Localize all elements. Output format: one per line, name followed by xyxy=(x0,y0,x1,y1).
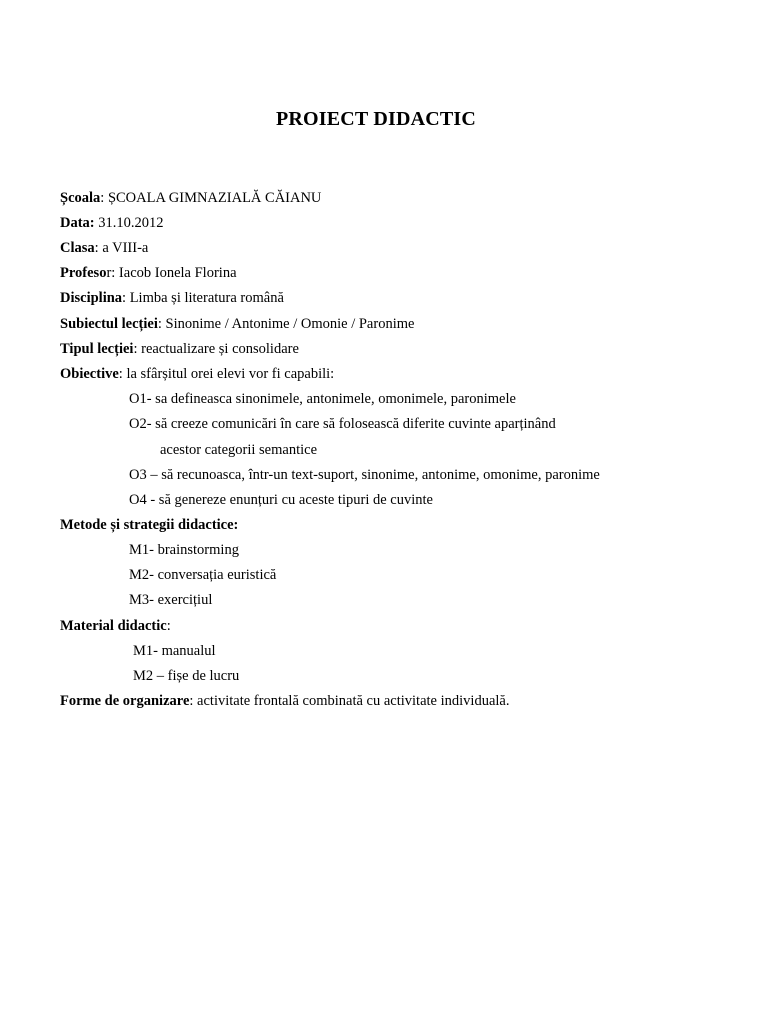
metode-item: M3- exercițiul xyxy=(129,592,213,608)
objective-item: O4 - să genereze enunțuri cu aceste tipuri de cuvinte xyxy=(129,492,433,508)
field-clasa xyxy=(60,239,148,257)
objective-item: O3 – să recunoasca, într-un text-suport, sinonime, antonime, omonime, paronime xyxy=(129,467,600,483)
field-data xyxy=(60,214,164,232)
field-value: ȘCOALA GIMNAZIALĂ CĂIANU xyxy=(107,190,322,206)
objective-item: O2- să creeze comunicări în care să folosească diferite cuvinte aparținând xyxy=(129,416,556,432)
field-label: Subiectul lecției xyxy=(60,316,158,332)
field-separator: : xyxy=(133,341,142,357)
field-separator: : xyxy=(118,366,127,382)
objective-item-continuation: acestor categorii semantice xyxy=(160,442,318,458)
field-tipul xyxy=(60,340,299,358)
field-subiectul xyxy=(60,315,414,333)
field-label: Școala xyxy=(60,190,101,206)
field-value: a VIII-a xyxy=(102,240,149,256)
section-separator: : xyxy=(166,618,171,634)
field-label: Forme de organizare xyxy=(60,693,190,709)
field-separator: : xyxy=(100,190,108,206)
field-value: activitate frontală combinată cu activitate individuală. xyxy=(197,693,510,709)
section-label: Material didactic xyxy=(60,618,167,634)
field-profesor xyxy=(60,264,237,282)
field-value: Sinonime / Antonime / Omonie / Paronime xyxy=(165,316,415,332)
section-metode xyxy=(60,516,238,534)
field-separator: : xyxy=(122,290,130,306)
section-label: Metode și strategii didactice: xyxy=(60,517,239,533)
field-label: Obiective xyxy=(60,366,119,382)
document-title: PROIECT DIDACTIC xyxy=(275,108,477,130)
metode-item: M1- brainstorming xyxy=(129,542,239,558)
section-material xyxy=(60,617,171,635)
field-value: Limba și literatura română xyxy=(129,290,284,306)
field-separator: : xyxy=(94,240,103,256)
metode-item: M2- conversația euristică xyxy=(129,567,277,583)
field-label: Profeso xyxy=(60,265,107,281)
field-value: reactualizare și consolidare xyxy=(141,341,299,357)
field-label: Data: xyxy=(60,215,95,231)
field-label: Disciplina xyxy=(60,290,123,306)
field-label: Tipul lecției xyxy=(60,341,134,357)
field-separator: : xyxy=(189,693,198,709)
field-label: Clasa xyxy=(60,240,95,256)
field-obiective xyxy=(60,365,334,383)
field-separator: : xyxy=(157,316,166,332)
field-value: 31.10.2012 xyxy=(98,215,164,231)
material-item: M2 – fișe de lucru xyxy=(133,668,240,684)
field-disciplina xyxy=(60,289,284,307)
objective-item: O1- sa defineasca sinonimele, antonimele, omonimele, paronimele xyxy=(129,391,516,407)
field-value: la sfârșitul orei elevi vor fi capabili: xyxy=(126,366,335,382)
material-item: M1- manualul xyxy=(133,643,216,659)
field-scoala xyxy=(60,189,321,207)
field-forme xyxy=(60,692,509,710)
field-value: r: Iacob Ionela Florina xyxy=(106,265,237,281)
